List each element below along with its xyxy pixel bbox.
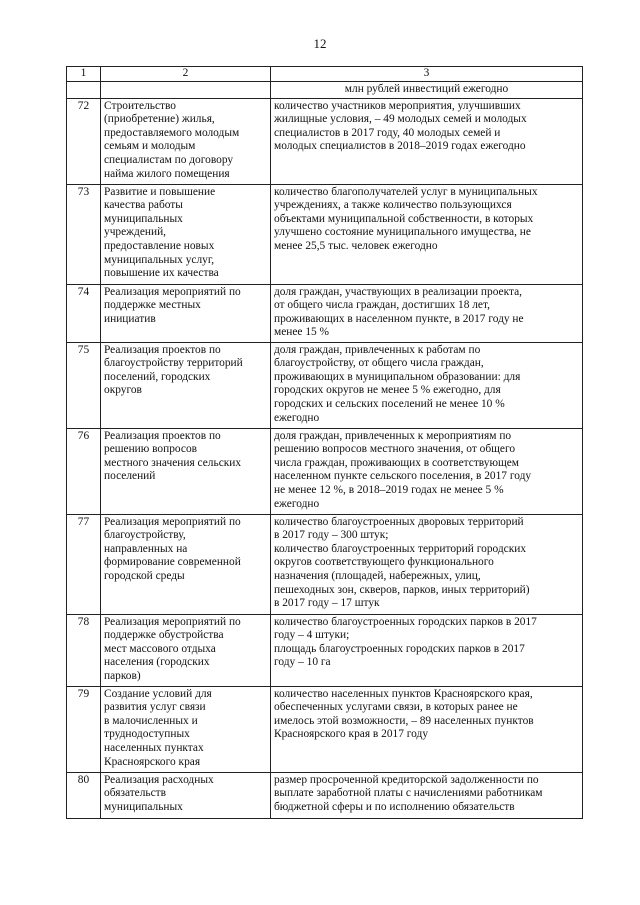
- row-number: 75: [67, 342, 101, 428]
- continuation-name: [101, 82, 271, 99]
- row-measure: Реализация мероприятий по благоустройству, направленных на формирование современной городской среды: [101, 514, 271, 614]
- row-number: 72: [67, 98, 101, 184]
- table-row: [67, 342, 583, 428]
- page-number: 12: [313, 36, 327, 51]
- continuation-row: [67, 82, 583, 99]
- table-row: [67, 284, 583, 342]
- table-row: [67, 428, 583, 514]
- row-measure: Реализация проектов по благоустройству территорий поселений, городских округов: [101, 342, 271, 428]
- table-row: [67, 614, 583, 686]
- row-indicator: доля граждан, привлеченных к мероприятиям по решению вопросов местного значения, от общего числа граждан, проживающих в соответствующем населенном пункте сельского поселения, в 2017 году не менее 12 %, в 2018–2019 годах не менее 5 % ежегодно: [271, 428, 583, 514]
- header-col-3: 3: [271, 67, 583, 82]
- table-row: [67, 184, 583, 284]
- row-measure: Реализация проектов по решению вопросов местного значения сельских поселений: [101, 428, 271, 514]
- indicators-table: [66, 66, 583, 819]
- row-number: 78: [67, 614, 101, 686]
- row-measure: Реализация мероприятий по поддержке обустройства мест массового отдыха населения (городских парков): [101, 614, 271, 686]
- row-indicator: количество благополучателей услуг в муниципальных учреждениях, а также количество пользующихся объектами муниципальной собственности, в которых улучшено состояние муниципального имущества, не менее 25,5 тыс. человек ежегодно: [271, 184, 583, 284]
- continuation-num: [67, 82, 101, 99]
- row-indicator: доля граждан, привлеченных к работам по благоустройству, от общего числа граждан, проживающих в муниципальном образовании: для городских округов не менее 5 % ежегодно, для городских и сельских поселений не менее 10 % ежегодно: [271, 342, 583, 428]
- table-row: [67, 686, 583, 772]
- row-measure: Реализация мероприятий по поддержке местных инициатив: [101, 284, 271, 342]
- row-indicator: количество участников мероприятия, улучшивших жилищные условия, – 49 молодых семей и молодых специалистов в 2017 году, 40 молодых семей и молодых специалистов в 2018–2019 годах ежегодно: [271, 98, 583, 184]
- row-indicator: доля граждан, участвующих в реализации проекта, от общего числа граждан, достигших 18 лет, проживающих в населенном пункте, в 2017 году не менее 15 %: [271, 284, 583, 342]
- table-row: [67, 772, 583, 818]
- row-indicator: количество благоустроенных городских парков в 2017 году – 4 штуки; площадь благоустроенных городских парков в 2017 году – 10 га: [271, 614, 583, 686]
- table-header-row: [67, 67, 583, 82]
- table-row: [67, 514, 583, 614]
- row-number: 74: [67, 284, 101, 342]
- row-number: 76: [67, 428, 101, 514]
- row-number: 77: [67, 514, 101, 614]
- row-number: 79: [67, 686, 101, 772]
- row-measure: Строительство (приобретение) жилья, предоставляемого молодым семьям и молодым специалистам по договору найма жилого помещения: [101, 98, 271, 184]
- header-col-2: 2: [101, 67, 271, 82]
- row-indicator: количество благоустроенных дворовых территорий в 2017 году – 300 штук; количество благоустроенных территорий городских округов соответствующего функционального назначения (площадей, набережных, улиц, пешеходных зон, скверов, парков, иных территорий) в 2017 году – 17 штук: [271, 514, 583, 614]
- row-indicator: размер просроченной кредиторской задолженности по выплате заработной платы с начислениями работникам бюджетной сферы и по исполнению обязательств: [271, 772, 583, 818]
- row-measure: Реализация расходных обязательств муниципальных: [101, 772, 271, 818]
- table-row: [67, 98, 583, 184]
- row-number: 80: [67, 772, 101, 818]
- continuation-text: млн рублей инвестиций ежегодно: [271, 82, 583, 99]
- header-col-1: 1: [67, 67, 101, 82]
- row-measure: Развитие и повышение качества работы муниципальных учреждений, предоставление новых муниципальных услуг, повышение их качества: [101, 184, 271, 284]
- row-measure: Создание условий для развития услуг связи в малочисленных и труднодоступных населенных пунктах Красноярского края: [101, 686, 271, 772]
- row-number: 73: [67, 184, 101, 284]
- row-indicator: количество населенных пунктов Красноярского края, обеспеченных услугами связи, в которых ранее не имелось этой возможности, – 89 населенных пунктов Красноярского края в 2017 году: [271, 686, 583, 772]
